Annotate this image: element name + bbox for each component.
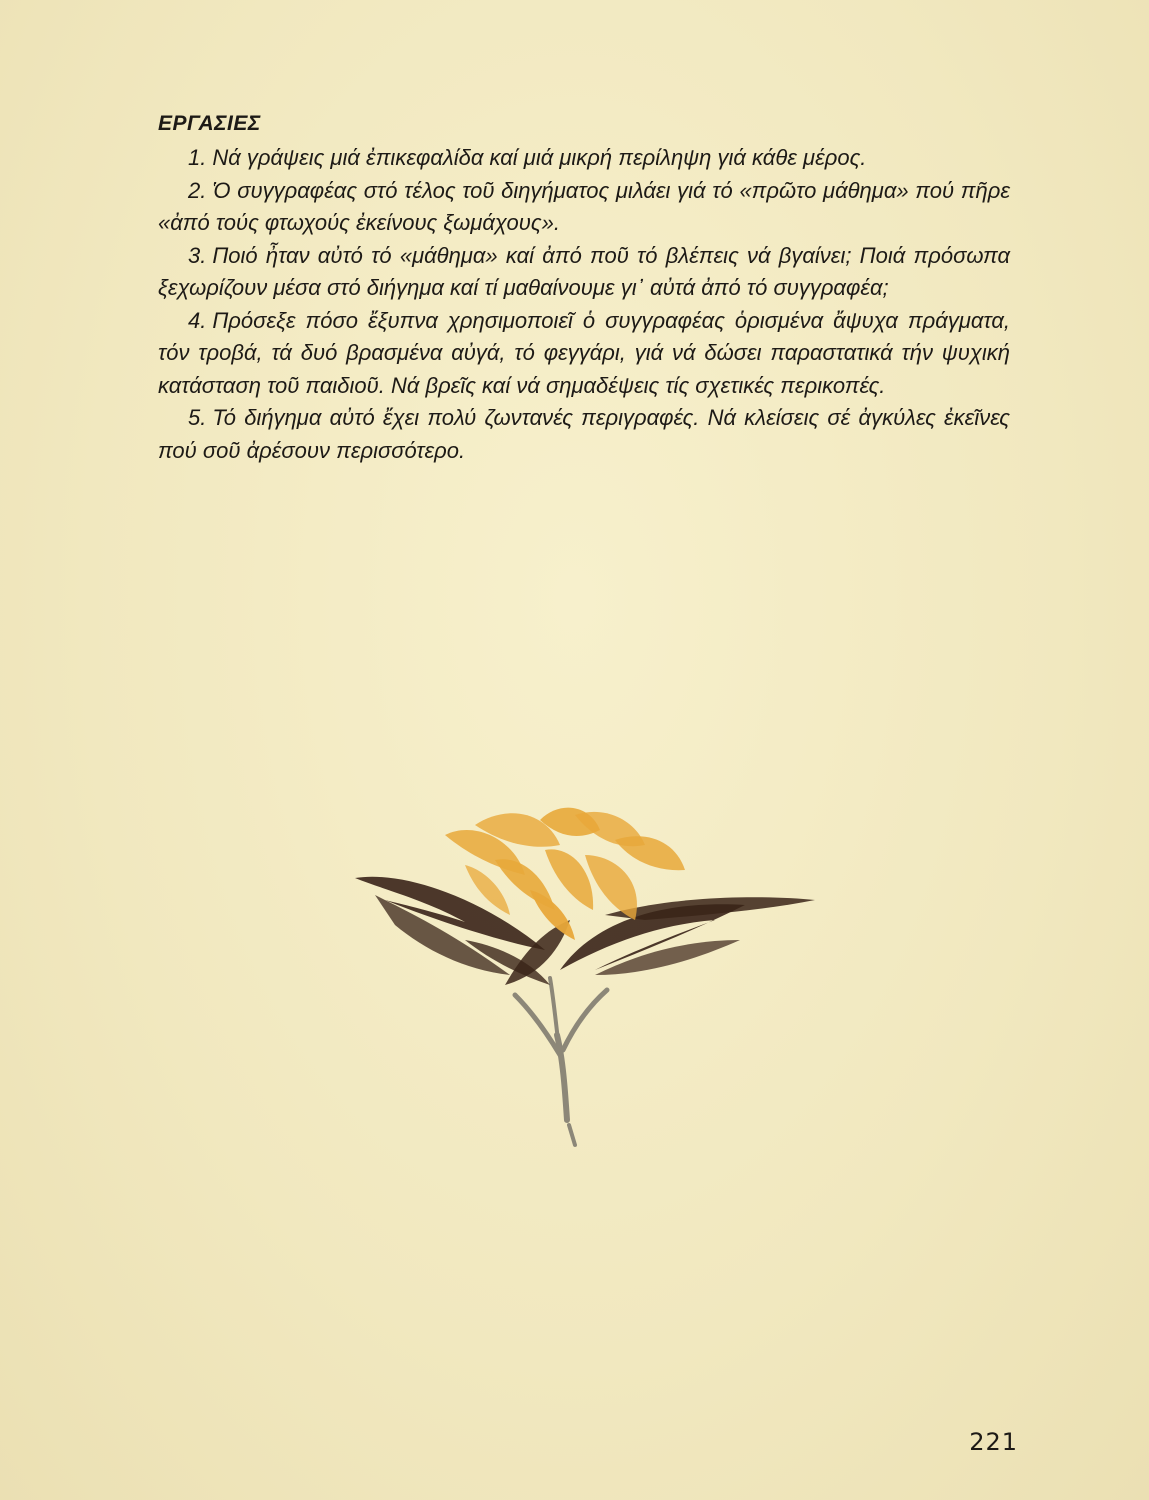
flower-stem bbox=[515, 978, 607, 1145]
exercise-number: 5. bbox=[188, 405, 207, 430]
exercise-number: 3. bbox=[188, 242, 207, 268]
page-number: 221 bbox=[969, 1428, 1018, 1456]
exercise-text: Ποιό ἦταν αὐτό τό «μάθημα» καί ἀπό ποῦ τό βλέπεις νά βγαίνει; Ποιά πρόσωπα ξεχωρίζουν μέσα στό διήγημα καί τί μαθαίνουμε γι᾽ αὐτά ἀπό τό συγγραφέα; bbox=[158, 242, 1010, 300]
exercise-text: Πρόσεξε πόσο ἔξυπνα χρησιμοποιεῖ ὁ συγγραφέας ὁρισμένα ἄψυχα πράγματα, τόν τροβά, τά δυό βρασμένα αὐγά, τό φεγγάρι, γιά νά δώσει παραστατικά τήν ψυχική κατάσταση τοῦ παιδιοῦ. Νά βρεῖς καί νά σημαδέψεις τίς σχετικές περικοπές. bbox=[158, 307, 1010, 398]
exercise-item bbox=[158, 175, 1010, 240]
exercises-section bbox=[158, 110, 1010, 467]
exercise-text: Τό διήγημα αὐτό ἔχει πολύ ζωντανές περιγραφές. Νά κλείσεις σέ ἀγκύλες ἐκεῖνες πού σοῦ ἀρέσουν περισσότερο. bbox=[158, 405, 1010, 463]
exercise-item bbox=[158, 142, 1010, 175]
exercise-item bbox=[158, 240, 1010, 305]
exercise-text: Ὁ συγγραφέας στό τέλος τοῦ διηγήματος μιλάει γιά τό «πρῶτο μάθημα» πού πῆρε «ἀπό τούς φτωχούς ἐκείνους ξωμάχους». bbox=[158, 177, 1010, 235]
watercolor-flower-icon bbox=[345, 800, 825, 1160]
exercise-number: 1. bbox=[188, 145, 207, 170]
exercise-item bbox=[158, 402, 1010, 467]
exercises-heading: ΕΡΓΑΣΙΕΣ bbox=[158, 112, 261, 135]
exercise-item bbox=[158, 305, 1010, 403]
exercise-number: 2. bbox=[188, 177, 207, 203]
exercise-text: Νά γράψεις μιά ἐπικεφαλίδα καί μιά μικρή περίληψη γιά κάθε μέρος. bbox=[212, 145, 867, 170]
exercise-number: 4. bbox=[188, 307, 207, 333]
